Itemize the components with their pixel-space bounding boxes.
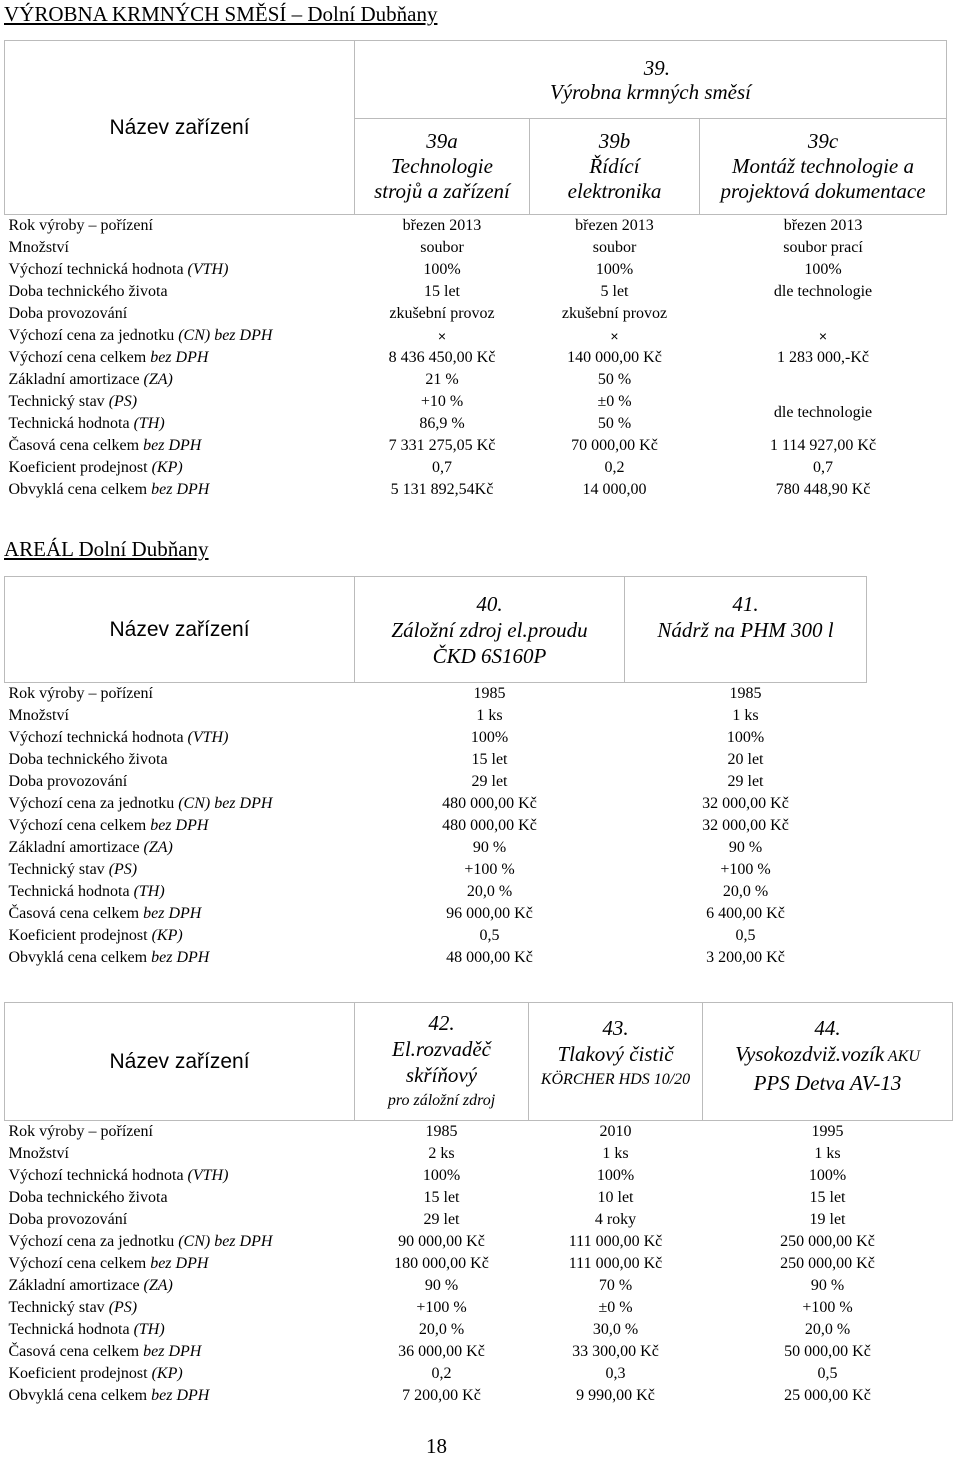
row-label-main: Technický stav — [8, 1299, 109, 1316]
row-label-suffix: (KP) — [151, 1365, 183, 1382]
table-cell: 96 000,00 Kč — [446, 905, 533, 922]
column-code: 39a — [426, 129, 458, 153]
page-number: 18 — [426, 1434, 447, 1458]
row-label-main: Základní amortizace — [8, 1277, 144, 1294]
row-label-main: Koeficient prodejnost — [8, 927, 152, 944]
row-label — [5, 1319, 355, 1341]
table-cell: 5 131 892,54Kč — [390, 481, 494, 498]
row-label — [5, 1253, 355, 1275]
row-label-main: Množství — [8, 707, 69, 724]
table-cell: březen 2013 — [575, 217, 654, 234]
row-label-main: Rok výroby – pořízení — [8, 217, 153, 234]
row-label — [5, 1363, 355, 1385]
column-header-43 — [529, 1003, 703, 1121]
column-code: 43. — [602, 1016, 629, 1040]
row-label — [5, 749, 355, 771]
row-label-main: Technická hodnota — [8, 883, 134, 900]
column-code: 39b — [598, 129, 631, 153]
table-cell: 90 000,00 Kč — [398, 1233, 485, 1250]
row-label-main: Technický stav — [8, 861, 109, 878]
table-cell: 4 roky — [594, 1211, 637, 1228]
row-label-main: Obvyklá cena celkem — [8, 949, 152, 966]
table-row — [5, 771, 867, 793]
table-cell: 15 let — [423, 1189, 460, 1206]
table-cell: +100 % — [416, 1299, 467, 1316]
row-label-suffix: (VTH) — [187, 261, 229, 278]
column-code: 41. — [732, 592, 759, 616]
row-label — [5, 435, 355, 457]
row-label-suffix: (PS) — [108, 1299, 138, 1316]
row-label — [5, 1165, 355, 1187]
row-label-suffix: (ZA) — [143, 371, 173, 388]
table-cell: 780 448,90 Kč — [775, 481, 871, 498]
table-cell: 86,9 % — [419, 415, 465, 432]
name-header: Název zařízení — [5, 577, 355, 683]
table-cell: +100 % — [802, 1299, 853, 1316]
table-cell: 7 200,00 Kč — [402, 1387, 481, 1404]
row-label-suffix: (CN) bez DPH — [178, 1233, 273, 1250]
column-header-42 — [355, 1003, 529, 1121]
table-cell: 14 000,00 — [582, 481, 647, 498]
table-row — [5, 215, 947, 238]
table-cell: 0,5 — [817, 1365, 838, 1382]
table-row — [5, 281, 947, 303]
row-label — [5, 281, 355, 303]
equipment-table-42-44 — [4, 1002, 953, 1407]
table-cell: 0,7 — [432, 459, 452, 476]
row-label-main: Výchozí cena celkem — [8, 349, 151, 366]
column-code: 40. — [476, 591, 503, 616]
table-cell: 32 000,00 Kč — [702, 817, 789, 834]
table-cell: 0,3 — [605, 1365, 626, 1382]
table-row — [5, 369, 947, 391]
row-label-suffix: bez DPH — [151, 949, 210, 966]
table-cell: 1 283 000,-Kč — [777, 349, 869, 366]
row-label — [5, 325, 355, 347]
table-cell: 100% — [595, 261, 634, 278]
row-label-main: Obvyklá cena celkem — [8, 1387, 152, 1404]
row-label-suffix: (KP) — [151, 927, 183, 944]
column-title-suffix: AKU — [884, 1048, 920, 1065]
table-cell: 2 ks — [428, 1145, 455, 1162]
column-header-41 — [625, 577, 867, 683]
table-cell: 0,5 — [735, 927, 756, 944]
column-title: Nádrž na PHM 300 l — [657, 618, 834, 642]
row-label-main: Výchozí cena celkem — [8, 1255, 151, 1272]
row-label — [5, 837, 355, 859]
row-label-suffix: (ZA) — [143, 839, 173, 856]
row-label — [5, 683, 355, 706]
table-cell: +100 % — [464, 861, 515, 878]
table-cell: +100 % — [720, 861, 771, 878]
row-label-suffix: (TH) — [133, 883, 165, 900]
row-label-main: Obvyklá cena celkem — [8, 481, 152, 498]
table-row — [5, 347, 947, 369]
column-subtitle: elektronika — [567, 179, 662, 203]
table-row — [5, 1231, 953, 1253]
name-header: Název zařízení — [5, 41, 355, 215]
table-cell: 1 ks — [602, 1145, 629, 1162]
row-label — [5, 479, 355, 501]
table-cell: 29 let — [423, 1211, 460, 1228]
row-label-suffix: bez DPH — [143, 905, 202, 922]
table-row — [5, 1275, 953, 1297]
table-cell: 90 % — [728, 839, 763, 856]
table-cell: 20,0 % — [722, 883, 769, 900]
table-cell: zkušební provoz — [389, 305, 495, 322]
table-cell: 1995 — [811, 1123, 844, 1140]
table-cell: 19 let — [809, 1211, 846, 1228]
row-label-main: Technický stav — [8, 393, 109, 410]
column-title: Tlakový čistič — [557, 1042, 674, 1066]
table-cell: 50 000,00 Kč — [784, 1343, 871, 1360]
row-label — [5, 705, 355, 727]
column-header-39c — [700, 119, 947, 215]
row-label-suffix: (KP) — [151, 459, 183, 476]
row-label — [5, 347, 355, 369]
row-label — [5, 413, 355, 435]
row-label — [5, 1231, 355, 1253]
table-cell: 100% — [470, 729, 509, 746]
table-cell: 15 let — [471, 751, 508, 768]
table-cell: zkušební provoz — [561, 305, 668, 322]
table-cell: 250 000,00 Kč — [780, 1255, 875, 1272]
row-label-main: Výchozí technická hodnota — [8, 729, 188, 746]
row-label-suffix: (TH) — [133, 415, 165, 432]
row-label-main: Výchozí technická hodnota — [8, 1167, 188, 1184]
table-cell: 33 300,00 Kč — [572, 1343, 659, 1360]
row-label-main: Technická hodnota — [8, 415, 134, 432]
row-label — [5, 369, 355, 391]
table-cell: 32 000,00 Kč — [702, 795, 789, 812]
table-cell: dle technologie — [773, 404, 873, 421]
table-row — [5, 859, 867, 881]
column-header-39b — [530, 119, 700, 215]
table-cell: +10 % — [420, 393, 464, 410]
table-cell: 111 000,00 Kč — [568, 1255, 663, 1272]
table-cell: 70 % — [598, 1277, 633, 1294]
table-cell: 20,0 % — [804, 1321, 851, 1338]
row-label — [5, 1297, 355, 1319]
row-label-main: Doba technického života — [8, 283, 168, 300]
table-cell: 10 let — [597, 1189, 634, 1206]
table-cell: 30,0 % — [592, 1321, 639, 1338]
table-row — [5, 1121, 953, 1144]
column-subtitle: KÖRCHER HDS 10/20 — [540, 1071, 691, 1088]
table-row — [5, 237, 947, 259]
table-row — [5, 1165, 953, 1187]
table-cell: × — [437, 328, 447, 344]
row-label — [5, 237, 355, 259]
table-cell: březen 2013 — [783, 217, 863, 234]
table-cell: 6 400,00 Kč — [706, 905, 785, 922]
table-cell: 90 % — [424, 1277, 459, 1294]
row-label — [5, 815, 355, 837]
column-subtitle: skříňový — [405, 1062, 478, 1087]
row-label-main: Doba provozování — [8, 773, 128, 790]
table-row — [5, 457, 947, 479]
table-cell: březen 2013 — [402, 217, 482, 234]
table-cell: 1 114 927,00 Kč — [769, 437, 877, 454]
table-cell: 1 ks — [476, 707, 503, 724]
column-subtitle: ČKD 6S160P — [432, 643, 547, 668]
table-cell: soubor — [420, 239, 464, 256]
table-row — [5, 1385, 953, 1407]
row-label — [5, 1275, 355, 1297]
table-cell: 36 000,00 Kč — [398, 1343, 485, 1360]
table-cell: 25 000,00 Kč — [784, 1387, 871, 1404]
row-label-main: Doba technického života — [8, 1189, 168, 1206]
table-cell: 50 % — [597, 371, 632, 388]
row-label-main: Časová cena celkem — [8, 905, 144, 922]
table-cell: 5 let — [600, 283, 629, 300]
group-header-39 — [355, 41, 947, 119]
table-row — [5, 1341, 953, 1363]
table-cell: 48 000,00 Kč — [446, 949, 533, 966]
table-row — [5, 391, 947, 413]
areal-heading: AREÁL Dolní Dubňany — [4, 537, 209, 561]
table-row — [5, 837, 867, 859]
row-label-main: Základní amortizace — [8, 371, 144, 388]
table-cell: 100% — [726, 729, 765, 746]
table-row — [5, 705, 867, 727]
row-label-main: Doba provozování — [8, 305, 128, 322]
table-cell: 7 331 275,05 Kč — [388, 437, 496, 454]
row-label-main: Časová cena celkem — [8, 1343, 144, 1360]
row-label — [5, 947, 355, 969]
row-label — [5, 903, 355, 925]
table-cell: 0,5 — [479, 927, 500, 944]
column-subtitle: projektová dokumentace — [720, 179, 926, 203]
table-cell: 29 let — [471, 773, 508, 790]
table-cell: ±0 % — [597, 393, 632, 410]
row-label-suffix: (ZA) — [143, 1277, 173, 1294]
table-row — [5, 259, 947, 281]
table-row — [5, 1363, 953, 1385]
table-cell: 29 let — [727, 773, 764, 790]
table-cell: 9 990,00 Kč — [576, 1387, 655, 1404]
column-title: Technologie — [391, 154, 493, 178]
table-cell: 21 % — [425, 371, 459, 388]
table-row — [5, 1187, 953, 1209]
row-label — [5, 1209, 355, 1231]
row-label-suffix: bez DPH — [150, 817, 209, 834]
row-label-suffix: (PS) — [108, 393, 138, 410]
row-label-suffix: bez DPH — [150, 1255, 209, 1272]
row-label-suffix: (CN) bez DPH — [178, 795, 273, 812]
table-cell: 480 000,00 Kč — [442, 817, 537, 834]
row-label-main: Rok výroby – pořízení — [8, 685, 153, 702]
table-cell: dle technologie — [773, 283, 873, 300]
table-row — [5, 727, 867, 749]
table-cell: 90 % — [472, 839, 507, 856]
row-label-main: Výchozí cena za jednotku — [8, 795, 179, 812]
table-cell: 15 let — [424, 283, 460, 300]
row-label — [5, 215, 355, 238]
column-header-39a — [355, 119, 530, 215]
table-cell: 111 000,00 Kč — [568, 1233, 663, 1250]
row-label-main: Doba technického života — [8, 751, 168, 768]
table-cell: 15 let — [809, 1189, 846, 1206]
row-label — [5, 1143, 355, 1165]
table-cell: 100% — [804, 261, 842, 278]
row-label-suffix: (CN) bez DPH — [178, 327, 273, 344]
table-cell: 180 000,00 Kč — [394, 1255, 489, 1272]
column-header-40 — [355, 577, 625, 683]
column-header-44 — [703, 1003, 953, 1121]
table-row — [5, 683, 867, 706]
row-label-suffix: (TH) — [133, 1321, 165, 1338]
table-cell: × — [610, 328, 619, 344]
equipment-table-39 — [4, 40, 947, 501]
row-label-suffix: (VTH) — [187, 729, 229, 746]
column-note: pro záložní zdroj — [387, 1091, 496, 1109]
table-cell: 0,2 — [431, 1365, 452, 1382]
table-row — [5, 749, 867, 771]
row-label-main: Množství — [8, 239, 69, 256]
table-cell: 3 200,00 Kč — [706, 949, 785, 966]
row-label-main: Časová cena celkem — [8, 437, 144, 454]
name-header: Název zařízení — [5, 1003, 355, 1121]
row-label — [5, 881, 355, 903]
column-title: El.rozvaděč — [392, 1036, 491, 1061]
table-cell: 1985 — [473, 685, 506, 702]
table-cell: ±0 % — [598, 1299, 633, 1316]
table-cell: 1 ks — [814, 1145, 841, 1162]
row-label-main: Výchozí cena za jednotku — [8, 1233, 179, 1250]
table-cell: 1985 — [425, 1123, 458, 1140]
table-cell: 0,7 — [813, 459, 834, 476]
row-label-main: Množství — [8, 1145, 69, 1162]
column-title: Montáž technologie a — [732, 154, 914, 178]
group-number: 39. — [643, 55, 671, 80]
table-row — [5, 479, 947, 501]
table-cell: 70 000,00 Kč — [571, 437, 658, 454]
row-label — [5, 793, 355, 815]
row-label-main: Technická hodnota — [8, 1321, 134, 1338]
table-cell: 1985 — [729, 685, 762, 702]
row-label-suffix: (VTH) — [187, 1167, 229, 1184]
table-cell: 90 % — [810, 1277, 845, 1294]
table-cell: 100% — [596, 1167, 635, 1184]
row-label-main: Výchozí cena celkem — [8, 817, 151, 834]
row-label-suffix: (PS) — [108, 861, 138, 878]
column-subtitle: PPS Detva AV-13 — [753, 1071, 902, 1095]
table-row — [5, 903, 867, 925]
row-label-suffix: bez DPH — [150, 349, 209, 366]
table-cell: 480 000,00 Kč — [442, 795, 537, 812]
table-cell: 250 000,00 Kč — [780, 1233, 875, 1250]
page-title: VÝROBNA KRMNÝCH SMĚSÍ – Dolní Dubňany — [4, 2, 438, 26]
row-label — [5, 925, 355, 947]
row-label-main: Výchozí technická hodnota — [8, 261, 188, 278]
row-label — [5, 391, 355, 413]
row-label — [5, 259, 355, 281]
table-row — [5, 1297, 953, 1319]
table-cell: 20,0 % — [466, 883, 513, 900]
table-cell: 1 ks — [732, 707, 759, 724]
table-cell: soubor prací — [783, 239, 863, 256]
row-label — [5, 859, 355, 881]
table-row — [5, 1143, 953, 1165]
table-row — [5, 815, 867, 837]
row-label-main: Doba provozování — [8, 1211, 128, 1228]
column-title: Záložní zdroj el.proudu — [391, 617, 588, 642]
table-cell: 2010 — [599, 1123, 632, 1140]
row-label-suffix: bez DPH — [151, 481, 210, 498]
row-label — [5, 457, 355, 479]
table-row — [5, 1253, 953, 1275]
table-cell: × — [818, 328, 828, 344]
column-title: Řídící — [589, 154, 640, 178]
table-row — [5, 1209, 953, 1231]
column-title — [707, 1041, 948, 1070]
equipment-table-40-41 — [4, 576, 867, 969]
column-code: 39c — [807, 129, 839, 153]
row-label-suffix: bez DPH — [143, 437, 202, 454]
table-cell: 100% — [423, 261, 461, 278]
table-row — [5, 435, 947, 457]
column-title-main: Vysokozdviž.vozík — [735, 1042, 885, 1066]
column-subtitle: strojů a zařízení — [374, 179, 510, 203]
column-code: 44. — [814, 1016, 841, 1040]
row-label-main: Koeficient prodejnost — [8, 459, 152, 476]
table-cell: 100% — [422, 1167, 461, 1184]
table-cell: soubor — [592, 239, 637, 256]
row-label-main: Koeficient prodejnost — [8, 1365, 152, 1382]
column-code: 42. — [428, 1010, 455, 1035]
table-row — [5, 947, 867, 969]
table-cell: 50 % — [597, 415, 632, 432]
row-label — [5, 1341, 355, 1363]
table-cell: 8 436 450,00 Kč — [388, 349, 496, 366]
table-cell: 100% — [808, 1167, 847, 1184]
row-label — [5, 1121, 355, 1144]
table-row — [5, 325, 947, 347]
row-label-suffix: bez DPH — [143, 1343, 202, 1360]
table-cell: 0,2 — [604, 459, 625, 476]
table-row — [5, 793, 867, 815]
row-label — [5, 1187, 355, 1209]
row-label — [5, 771, 355, 793]
table-row — [5, 1319, 953, 1341]
table-cell — [700, 369, 947, 391]
table-row — [5, 881, 867, 903]
table-cell: 20 let — [727, 751, 764, 768]
row-label-main: Základní amortizace — [8, 839, 144, 856]
row-label-suffix: bez DPH — [151, 1387, 210, 1404]
row-label-main: Výchozí cena za jednotku — [8, 327, 179, 344]
row-label — [5, 727, 355, 749]
row-label — [5, 1385, 355, 1407]
group-name: Výrobna krmných směsí — [550, 79, 752, 104]
table-row — [5, 925, 867, 947]
row-label — [5, 303, 355, 325]
table-cell: 20,0 % — [418, 1321, 465, 1338]
table-cell: 140 000,00 Kč — [567, 349, 662, 366]
row-label-main: Rok výroby – pořízení — [8, 1123, 153, 1140]
